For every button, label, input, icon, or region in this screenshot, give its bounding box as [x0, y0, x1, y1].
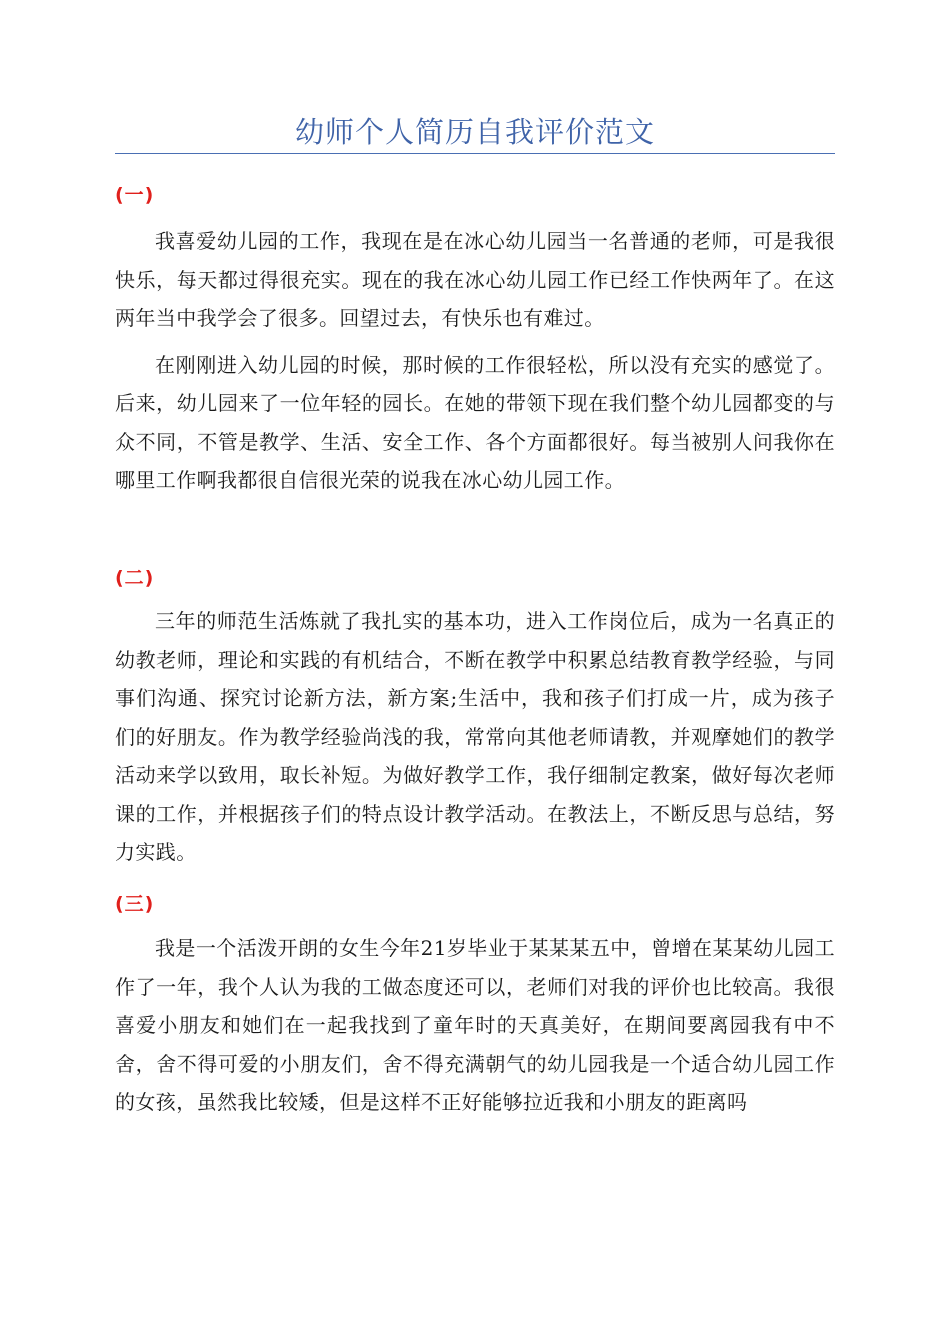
- paragraph: 我喜爱幼儿园的工作，我现在是在冰心幼儿园当一名普通的老师，可是我很快乐，每天都过得很充实。现在的我在冰心幼儿园工作已经工作快两年了。在这两年当中我学会了很多。回望过去，有快乐也有难过。: [115, 229, 835, 330]
- section-3: [115, 889, 835, 1122]
- section-heading: (三): [115, 893, 155, 915]
- paragraph: 在刚刚进入幼儿园的时候，那时候的工作很轻松，所以没有充实的感觉了。后来，幼儿园来了一位年轻的园长。在她的带领下现在我们整个幼儿园都变的与众不同，不管是教学、生活、安全工作、各个方面都很好。每当被别人问我你在哪里工作啊我都很自信很光荣的说我在冰心幼儿园工作。: [115, 352, 835, 492]
- paragraph: 三年的师范生活炼就了我扎实的基本功，进入工作岗位后，成为一名真正的幼教老师，理论和实践的有机结合，不断在教学中积累总结教育教学经验，与同事们沟通、探究讨论新方法，新方案;生活中，我和孩子们打成一片，成为孩子们的好朋友。作为教学经验尚浅的我，常常向其他老师请教，并观摩她们的教学活动来学以致用，取长补短。为做好教学工作，我仔细制定教案，做好每次老师课的工作，并根据孩子们的特点设计教学活动。在教法上，不断反思与总结，努力实践。: [115, 609, 835, 864]
- section-1: [115, 180, 835, 500]
- document-title: 幼师个人简历自我评价范文: [294, 115, 655, 149]
- paragraph: 我是一个活泼开朗的女生今年21岁毕业于某某某五中，曾增在某某幼儿园工作了一年，我个人认为我的工做态度还可以，老师们对我的评价也比较高。我很喜爱小朋友和她们在一起我找到了童年时的天真美好，在期间要离园我有中不舍，舍不得可爱的小朋友们，舍不得充满朝气的幼儿园我是一个适合幼儿园工作的女孩，虽然我比较矮，但是这样不正好能够拉近我和小朋友的距离吗: [115, 936, 835, 1114]
- section-2: [115, 563, 835, 872]
- section-heading: (二): [115, 567, 155, 589]
- title-underline: [115, 153, 835, 154]
- section-heading: (一): [115, 184, 155, 206]
